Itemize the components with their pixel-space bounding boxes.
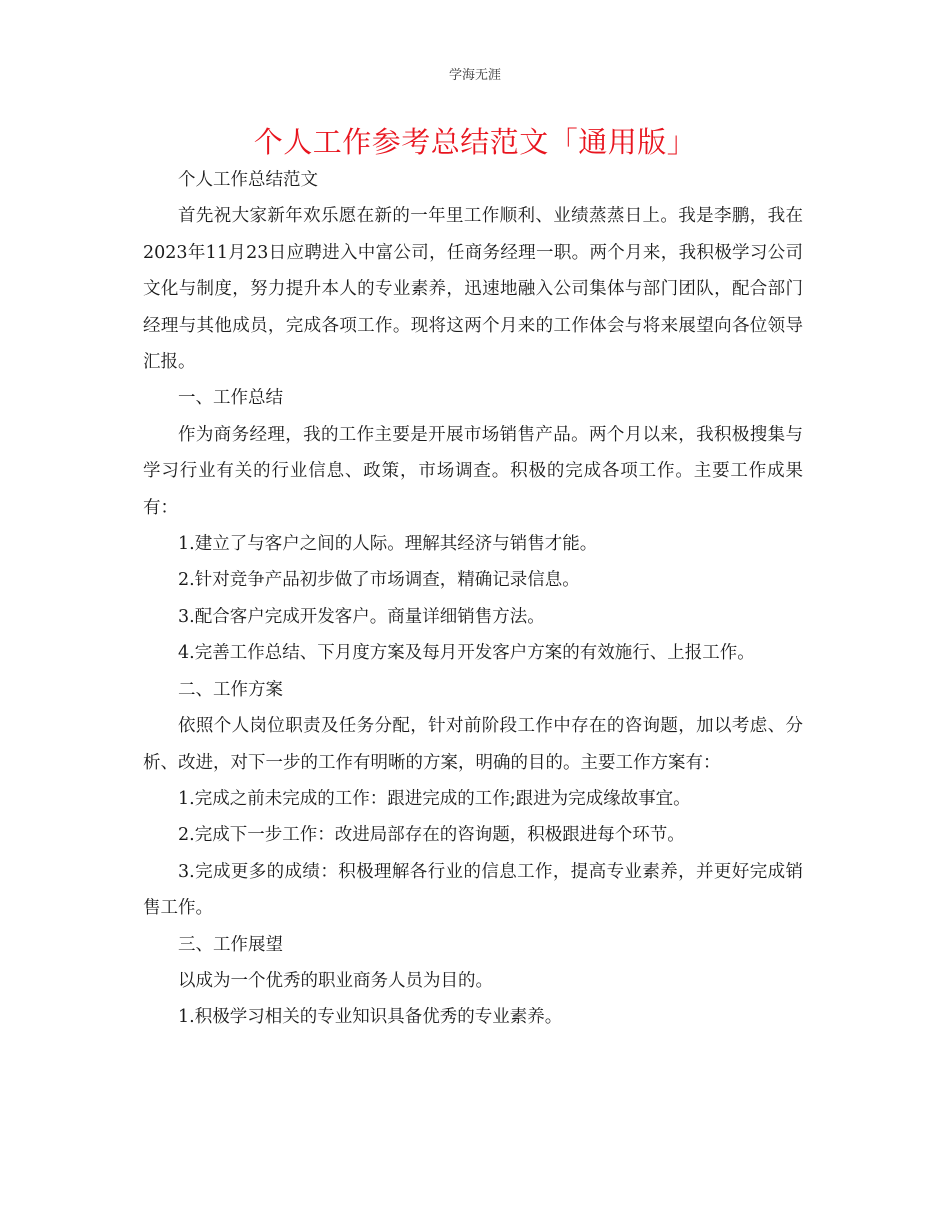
list-item: 3.配合客户完成开发客户。商量详细销售方法。 bbox=[178, 606, 545, 627]
intro-paragraph: 首先祝大家新年欢乐愿在新的一年里工作顺利、业绩蒸蒸日上。我是李鹏，我在2023年11月23日应聘进入中富公司，任商务经理一职。两个月来，我积极学习公司文化与制度，努力提升本人的专业素养，迅速地融入公司集体与部门团队，配合部门经理与其他成员，完成各项工作。现将这两个月来的工作体会与将来展望向各位领导汇报。 bbox=[143, 206, 803, 373]
outlook-paragraph: 以成为一个优秀的职业商务人员为目的。 bbox=[178, 970, 493, 991]
list-item: 4.完善工作总结、下月度方案及每月开发客户方案的有效施行、上报工作。 bbox=[178, 643, 755, 664]
list-item: 2.完成下一步工作：改进局部存在的咨询题，积极跟进每个环节。 bbox=[178, 825, 685, 846]
subtitle-paragraph: 个人工作总结范文 bbox=[178, 170, 318, 190]
document-title: 个人工作参考总结范文「通用版」 bbox=[253, 125, 697, 159]
summary-paragraph: 作为商务经理，我的工作主要是开展市场销售产品。两个月以来，我积极搜集与学习行业有关的行业信息、政策，市场调查。积极的完成各项工作。主要工作成果有： bbox=[143, 424, 803, 518]
list-item: 1.积极学习相关的专业知识具备优秀的专业素养。 bbox=[178, 1007, 563, 1028]
list-item: 1.建立了与客户之间的人际。理解其经济与销售才能。 bbox=[178, 534, 598, 555]
section-heading-plan: 二、工作方案 bbox=[178, 679, 283, 700]
running-header: 学海无涯 bbox=[448, 68, 501, 83]
list-item: 2.针对竞争产品初步做了市场调查，精确记录信息。 bbox=[178, 570, 580, 591]
document-body bbox=[143, 162, 803, 1036]
section-heading-summary: 一、工作总结 bbox=[178, 388, 283, 409]
list-item: 3.完成更多的成绩：积极理解各行业的信息工作，提高专业素养，并更好完成销售工作。 bbox=[143, 861, 803, 919]
list-item: 1.完成之前未完成的工作：跟进完成的工作;跟进为完成缘故事宜。 bbox=[178, 788, 691, 809]
plan-paragraph: 依照个人岗位职责及任务分配，针对前阶段工作中存在的咨询题，加以考虑、分析、改进，对下一步的工作有明晰的方案，明确的目的。主要工作方案有： bbox=[143, 716, 803, 773]
section-heading-outlook: 三、工作展望 bbox=[178, 934, 283, 955]
